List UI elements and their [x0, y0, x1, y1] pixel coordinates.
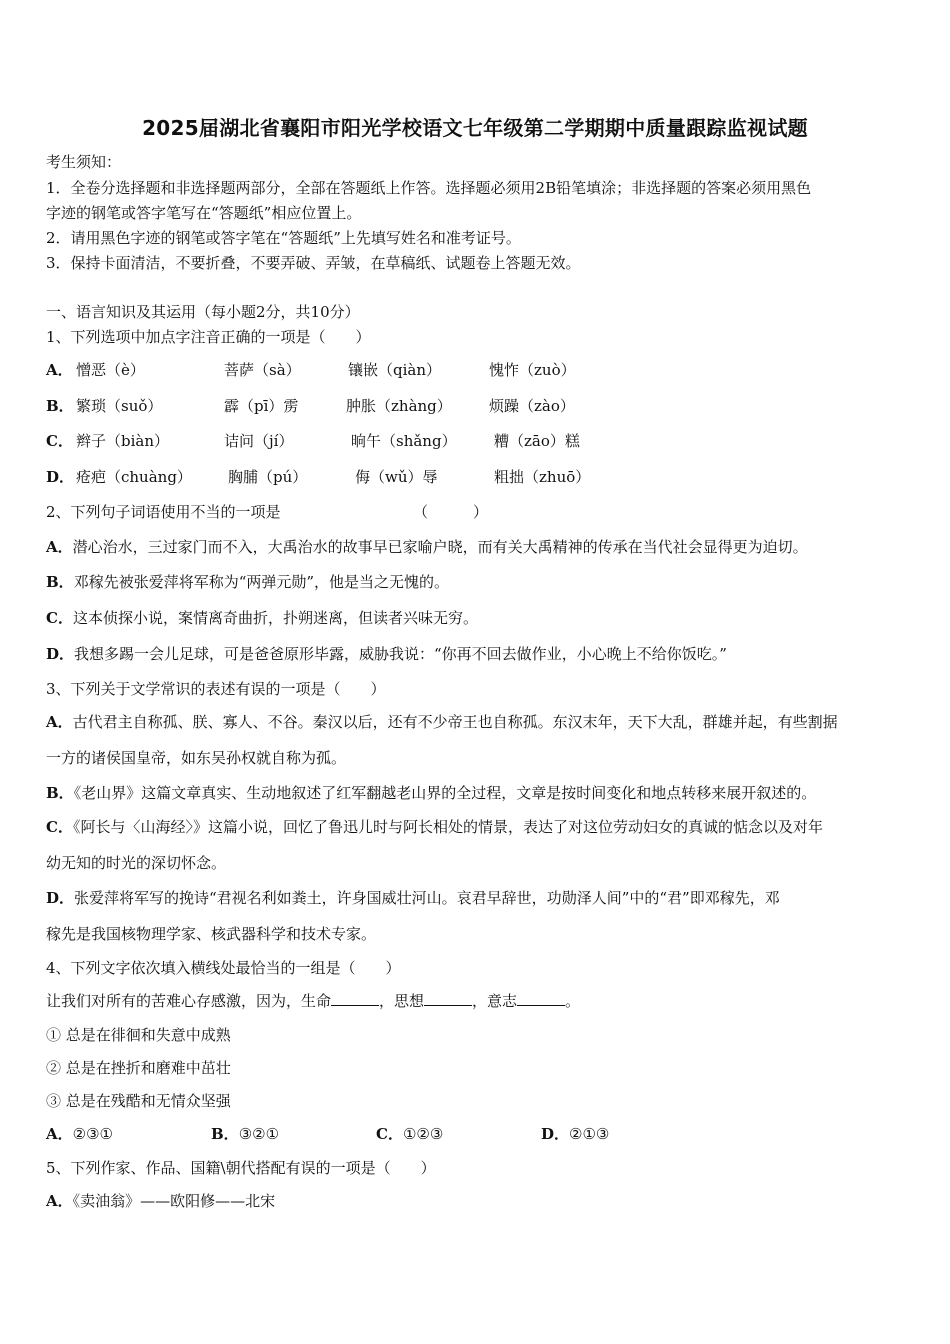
option-text: 张爱萍将军写的挽诗“君视名利如粪土，许身国威壮河山。哀君早辞世，功勋泽人间”中的“君”即邓稼先，邓	[74, 889, 780, 907]
option-text: ③②①	[238, 1125, 280, 1143]
option-item: 烦躁（zào）	[489, 397, 575, 415]
option-label: C．	[46, 818, 73, 836]
sentence-text: ，意志	[472, 992, 518, 1010]
question-3-option-a	[46, 712, 838, 732]
question-2-option-a	[46, 537, 808, 557]
question-4-stem: 4、下列文字依次填入横线处最恰当的一组是（ ）	[46, 959, 401, 977]
option-text: ①②③	[402, 1125, 444, 1143]
question-1-stem: 1、下列选项中加点字注音正确的一项是（ ）	[46, 328, 371, 346]
option-text: ②①③	[569, 1125, 610, 1143]
notice-item: 3．保持卡面清洁，不要折叠，不要弄破、弄皱，在草稿纸、试题卷上答题无效。	[46, 254, 581, 272]
option-text: ②③①	[72, 1125, 113, 1143]
question-3-option-d	[46, 888, 780, 908]
sentence-text: 让我们对所有的苦难心存感激，因为，生命	[46, 992, 332, 1010]
option-label: D．	[541, 1125, 570, 1143]
question-5-stem: 5、下列作家、作品、国籍\朝代搭配有误的一项是（ ）	[46, 1159, 436, 1177]
question-4-sentence	[46, 991, 580, 1011]
fill-blank	[424, 991, 472, 1006]
option-item: 菩萨（sà）	[224, 361, 301, 379]
option-label: A．	[46, 361, 73, 379]
option-text: 我想多踢一会儿足球，可是爸爸原形毕露，威胁我说：“你再不回去做作业，小心晚上不给你饭吃。”	[74, 645, 727, 663]
fill-blank	[331, 991, 379, 1006]
option-label: D．	[46, 889, 75, 907]
question-3-option-c	[46, 817, 823, 837]
option-label: B．	[46, 573, 74, 591]
option-label: D．	[46, 468, 75, 486]
option-text: 《卖油翁》——欧阳修——北宋	[72, 1192, 276, 1210]
option-label: D．	[46, 645, 75, 663]
option-text-continued: 幼无知的时光的深切怀念。	[46, 854, 227, 872]
fill-blank	[517, 991, 565, 1006]
option-label: A．	[46, 538, 73, 556]
option-label: C．	[46, 432, 73, 450]
option-label: A．	[46, 713, 73, 731]
question-5-option-a	[46, 1191, 275, 1211]
page-title: 2025届湖北省襄阳市阳光学校语文七年级第二学期期中质量跟踪监视试题	[142, 116, 808, 140]
answer-option-d	[541, 1124, 609, 1144]
question-3-stem: 3、下列关于文学常识的表述有误的一项是（ ）	[46, 680, 386, 698]
option-label: C．	[46, 609, 73, 627]
option-text: 《老山界》这篇文章真实、生动地叙述了红军翻越老山界的全过程，文章是按时间变化和地点转移来展开叙述的。	[73, 784, 817, 802]
answer-option-b	[211, 1124, 279, 1144]
option-label: A．	[46, 1125, 73, 1143]
question-4-choice: ① 总是在徘徊和失意中成熟	[46, 1026, 231, 1044]
option-text: 邓稼先被张爱萍将军称为“两弹元勋”，他是当之无愧的。	[73, 573, 450, 591]
answer-option-c	[376, 1124, 443, 1144]
option-item: 愧怍（zuò）	[489, 361, 576, 379]
question-2-option-c	[46, 608, 478, 628]
notice-item: 字迹的钢笔或答字笔写在“答题纸”相应位置上。	[46, 204, 362, 222]
option-text: 这本侦探小说，案情离奇曲折，扑朔迷离，但读者兴味无穷。	[72, 609, 478, 627]
question-2-stem: 2、下列句子词语使用不当的一项是	[46, 503, 281, 521]
option-item: 晌午（shǎng）	[351, 432, 457, 450]
option-label: B．	[46, 784, 74, 802]
option-text: 古代君主自称孤、朕、寡人、不谷。秦汉以后，还有不少帝王也自称孤。东汉末年，天下大乱，群雄并起，有些割据	[72, 713, 838, 731]
option-label: C．	[376, 1125, 403, 1143]
option-item: 疮疤（chuàng）	[76, 468, 192, 486]
notice-item: 1．全卷分选择题和非选择题两部分，全部在答题纸上作答。选择题必须用2B铅笔填涂；非选择题的答案必须用黑色	[46, 179, 812, 197]
option-item: 肿胀（zhàng）	[346, 397, 452, 415]
option-item: 诘问（jí）	[224, 432, 294, 450]
option-item: 糟（zāo）糕	[494, 432, 580, 450]
notice-item: 2．请用黑色字迹的钢笔或答字笔在“答题纸”上先填写姓名和准考证号。	[46, 229, 521, 247]
section-heading: 一、语言知识及其运用（每小题2分，共10分）	[46, 303, 360, 321]
sentence-text: 。	[565, 992, 581, 1010]
option-label: A．	[46, 1192, 73, 1210]
question-3-option-b	[46, 783, 816, 803]
question-4-choice: ③ 总是在残酷和无情众坚强	[46, 1092, 231, 1110]
question-2-option-b	[46, 572, 449, 592]
option-text: 潜心治水，三过家门而不入，大禹治水的故事早已家喻户晓，而有关大禹精神的传承在当代社会显得更为迫切。	[72, 538, 808, 556]
option-text-continued: 一方的诸侯国皇帝，如东吴孙权就自称为孤。	[46, 749, 347, 767]
question-4-choice: ② 总是在挫折和磨难中茁壮	[46, 1059, 231, 1077]
answer-option-a	[46, 1124, 113, 1144]
option-text-continued: 稼先是我国核物理学家、核武器科学和技术专家。	[46, 925, 377, 943]
option-text: 《阿长与〈山海经〉》这篇小说，回忆了鲁迅儿时与阿长相处的情景，表达了对这位劳动妇女的真诚的惦念以及对年	[72, 818, 823, 836]
sentence-text: ，思想	[379, 992, 425, 1010]
notice-heading: 考生须知：	[46, 153, 122, 171]
option-item: 霹（pī）雳	[224, 397, 299, 415]
option-item: 憎恶（è）	[76, 361, 145, 379]
option-item: 辫子（biàn）	[76, 432, 170, 450]
option-item: 镶嵌（qiàn）	[348, 361, 442, 379]
question-2-answer-paren: （ ）	[413, 503, 489, 521]
option-item: 粗拙（zhuō）	[494, 468, 591, 486]
option-item: 繁琐（suǒ）	[76, 397, 163, 415]
question-2-option-d	[46, 644, 727, 664]
option-item: 胸脯（pú）	[228, 468, 308, 486]
option-label: B．	[46, 397, 74, 415]
option-label: B．	[211, 1125, 239, 1143]
option-item: 侮（wǔ）辱	[355, 468, 438, 486]
